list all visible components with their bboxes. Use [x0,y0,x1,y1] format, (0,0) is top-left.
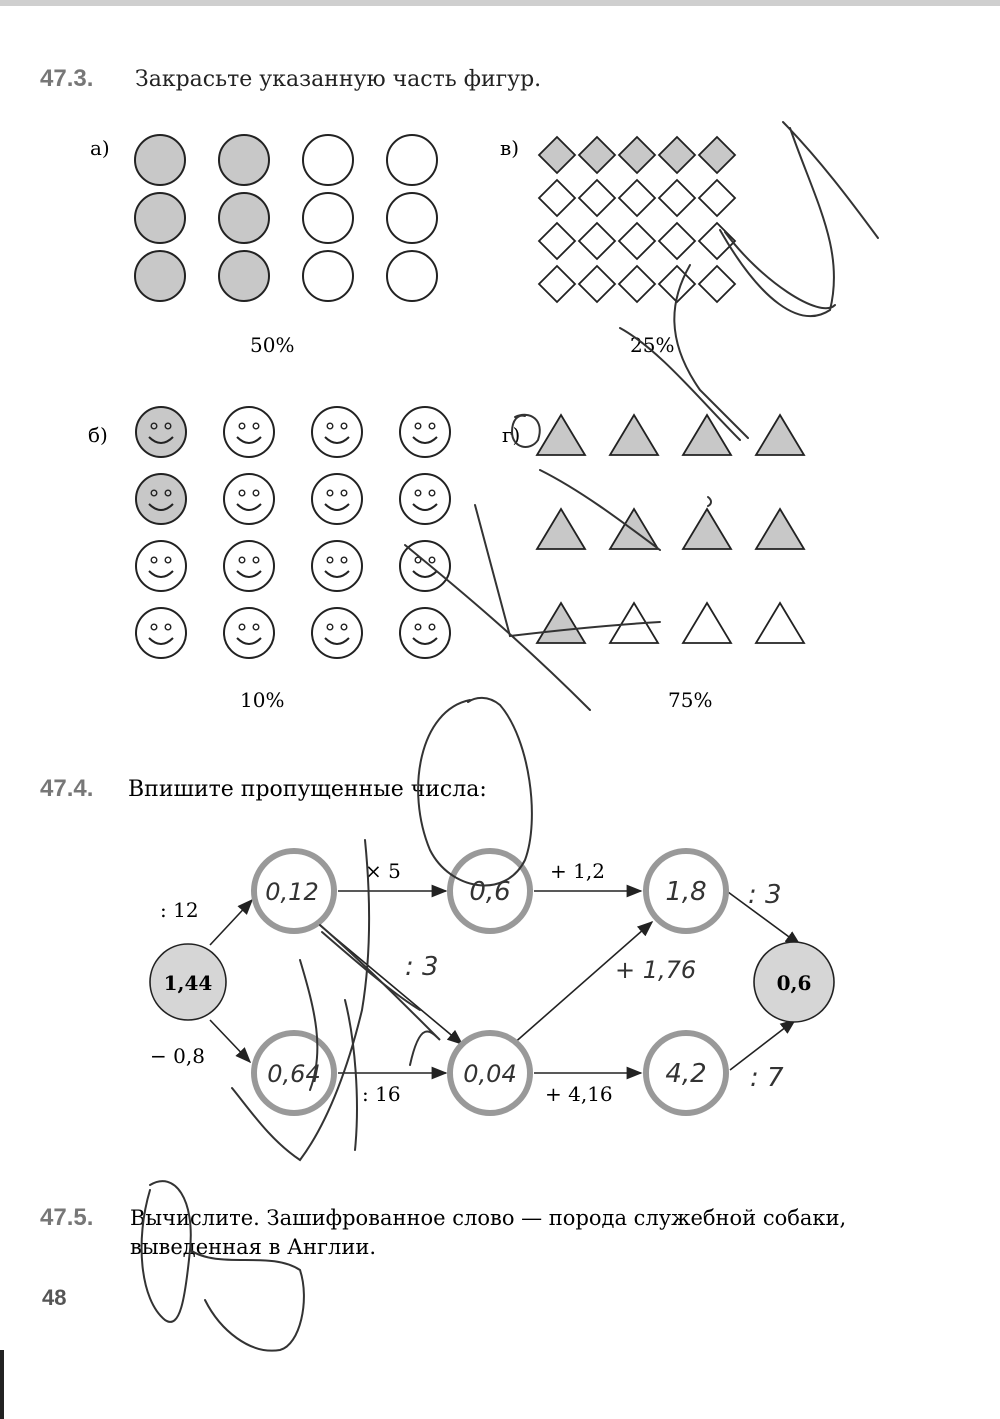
smileys-grid-b [136,407,450,658]
diamond-shape [539,266,575,302]
smiley-shape [312,407,362,457]
triangle-shape [537,603,585,643]
smiley-shape [224,541,274,591]
op-top1-top2: × 5 [365,859,401,883]
node-start-value: 1,44 [163,971,213,995]
smiley-shape [400,541,450,591]
node-top2 [450,851,530,931]
percent-v: 25% [630,333,675,357]
circle-shape [135,251,185,301]
circle-shape [219,193,269,243]
smiley-shape [136,541,186,591]
diamond-shape [579,180,615,216]
diamond-shape [619,180,655,216]
smiley-shape [224,407,274,457]
smiley-shape [312,474,362,524]
diamond-shape [699,223,735,259]
triangle-shape [537,509,585,549]
exercise-number-47-3: 47.3. [40,65,94,92]
node-start [150,944,226,1020]
circle-shape [135,135,185,185]
triangle-shape [756,415,804,455]
circle-shape [135,193,185,243]
triangle-shape [756,603,804,643]
part-a-label: а) [90,136,110,160]
smiley-shape [400,474,450,524]
handwritten-op-top1-bottom2: : 3 [405,952,439,982]
smiley-shape [400,608,450,658]
exercise-47-5-line2: выведенная в Англии. [130,1235,376,1259]
smiley-shape [136,474,186,524]
circles-grid-a [135,135,437,301]
arrow-start-bottom1 [210,1020,250,1062]
triangle-shape [683,603,731,643]
triangle-shape [537,415,585,455]
part-b-label: б) [88,423,108,447]
diamond-shape [699,137,735,173]
node-top1-value: 0,12 [265,878,319,906]
exercise-47-4-instruction: Впишите пропущенные числа: [128,777,487,802]
node-bottom2 [450,1033,530,1113]
diamond-shape [579,266,615,302]
percent-a: 50% [250,333,295,357]
circle-shape [303,135,353,185]
node-bottom1-value: 0,64 [267,1060,321,1088]
exercise-47-5-line1: Вычислите. Зашифрованное слово — порода служебной собаки, [130,1206,847,1230]
triangle-shape [683,509,731,549]
handwritten-op-bottom2-top3: + 1,76 [615,956,697,984]
handwritten-op-top3-end: : 3 [748,880,782,910]
circle-shape [303,251,353,301]
circle-shape [219,251,269,301]
diamond-shape [539,137,575,173]
diamond-shape [619,137,655,173]
percent-g: 75% [668,688,713,712]
part-g-label: г) [502,423,521,447]
op-bottom1-bottom2: : 16 [362,1082,401,1106]
smiley-shape [312,541,362,591]
diamond-shape [699,266,735,302]
diamond-shape [579,223,615,259]
diamond-shape [539,223,575,259]
node-top1 [254,851,334,931]
diamond-shape [619,223,655,259]
op-top2-top3: + 1,2 [550,859,605,883]
diamond-shape [619,266,655,302]
exercise-number-47-5: 47.5. [40,1204,94,1231]
op-bottom2-bottom3: + 4,16 [545,1082,613,1106]
node-bottom3-value: 4,2 [665,1059,707,1089]
node-end-value: 0,6 [776,971,812,995]
triangle-shape [756,509,804,549]
node-bottom2-value: 0,04 [463,1060,517,1088]
circle-shape [387,251,437,301]
diamond-shape [699,180,735,216]
triangle-shape [683,415,731,455]
node-top3-value: 1,8 [665,877,707,907]
diamond-shape [659,180,695,216]
node-top2-value: 0,6 [469,877,511,907]
diamond-shape [539,180,575,216]
triangles-grid-g [537,415,804,643]
circle-shape [219,135,269,185]
triangle-shape [610,415,658,455]
diamond-shape [659,223,695,259]
diamond-shape [579,137,615,173]
part-v-label: в) [500,136,520,160]
smiley-shape [224,474,274,524]
circle-shape [387,193,437,243]
node-bottom3 [646,1033,726,1113]
handwritten-op-bottom3-end: : 7 [750,1063,784,1093]
circle-shape [387,135,437,185]
circle-shape [303,193,353,243]
smiley-shape [224,608,274,658]
node-end [754,942,834,1022]
node-bottom1 [254,1033,334,1113]
node-top3 [646,851,726,931]
smiley-shape [400,407,450,457]
arrow-start-top1 [210,900,252,945]
percent-b: 10% [240,688,285,712]
smiley-shape [312,608,362,658]
exercise-47-3-instruction: Закрасьте указанную часть фигур. [135,67,542,92]
page-number: 48 [42,1285,67,1310]
scan-edge [0,0,1000,6]
smiley-shape [136,608,186,658]
op-start-bottom1: − 0,8 [150,1044,205,1068]
exercise-number-47-4: 47.4. [40,775,94,802]
diamonds-grid-v [539,137,735,302]
diamond-shape [659,137,695,173]
smiley-shape [136,407,186,457]
binding-edge [0,1350,4,1419]
op-start-top1: : 12 [160,898,199,922]
